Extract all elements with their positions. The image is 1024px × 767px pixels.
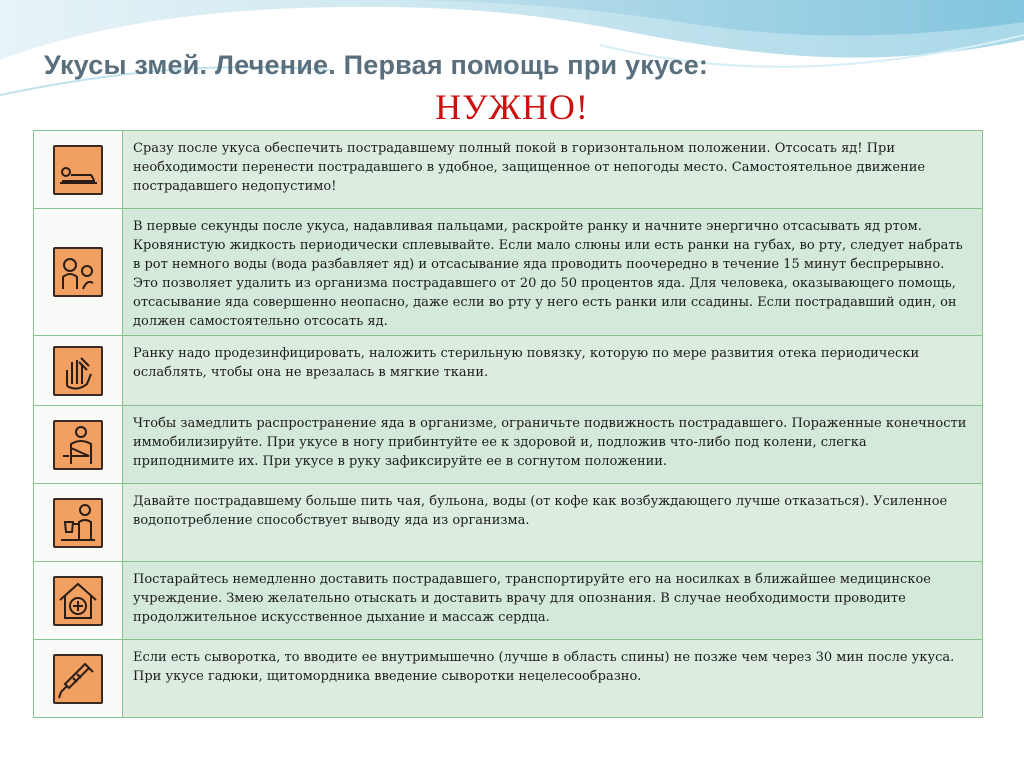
table-row [34,640,983,718]
drinking-person-icon [53,498,103,548]
row-text: Чтобы замедлить распространение яда в организме, ограничьте подвижность пострадавшего. Пораженные конечности иммобилизируйте. При укусе в ногу прибинтуйте ее к здоровой и, подложив что-либо под колени, слегка приподнимите их. При укусе в руку зафиксируйте ее в согнутом положении. [123,406,983,484]
bandaged-hand-icon [53,346,103,396]
row-text: Если есть сыворотка, то вводите ее внутримышечно (лучше в область спины) не позже чем через 30 мин после укуса. При укусе гадюки, щитомордника введение сыворотки нецелесообразно. [123,640,983,718]
row-text: Ранку надо продезинфицировать, наложить стерильную повязку, которую по мере развития отека периодически ослаблять, чтобы она не врезалась в мягкие ткани. [123,336,983,406]
row-text: В первые секунды после укуса, надавливая пальцами, раскройте ранку и начните энергично отсасывать яд ртом. Кровянистую жидкость периодически сплевывайте. Если мало слюны или есть ранки на губах, во рту, следует набрать в рот немного воды (вода разбавляет яд) и отсасывание яда проводить поочередно в течение 15 минут беспрерывно. Это позволяет удалить из организма пострадавшего от 20 до 50 процентов яда. Для человека, оказывающего помощь, отсасывание яда совершенно неопасно, даже если во рту у него есть ранки или ссадины. Если пострадавший один, он должен самостоятельно отсосать яд. [123,209,983,336]
page-subtitle: НУЖНО! [435,87,589,127]
table-row [34,336,983,406]
syringe-icon [53,654,103,704]
row-text: Давайте пострадавшему больше пить чая, бульона, воды (от кофе как возбуждающего лучше отказаться). Усиленное водопотребление способствует выводу яда из организма. [123,484,983,562]
table-row [34,562,983,640]
row-text: Постарайтесь немедленно доставить пострадавшего, транспортируйте его на носилках в ближайшее медицинское учреждение. Змею желательно отыскать и доставить врачу для опознания. В случае необходимости проводите продолжительное искусственное дыхание и массаж сердца. [123,562,983,640]
table-row [34,209,983,336]
arm-sling-icon [53,420,103,470]
lying-person-icon [53,145,103,195]
table-row [34,484,983,562]
table-row [34,406,983,484]
first-aid-table [33,130,983,718]
page-title: Укусы змей. Лечение. Первая помощь при укусе: [44,50,709,80]
mouth-suction-icon [53,247,103,297]
hospital-cross-icon [53,576,103,626]
table-row [34,131,983,209]
row-text: Сразу после укуса обеспечить пострадавшему полный покой в горизонтальном положении. Отсосать яд! При необходимости перенести пострадавшего в удобное, защищенное от непогоды место. Самостоятельное движение пострадавшего недопустимо! [123,131,983,209]
